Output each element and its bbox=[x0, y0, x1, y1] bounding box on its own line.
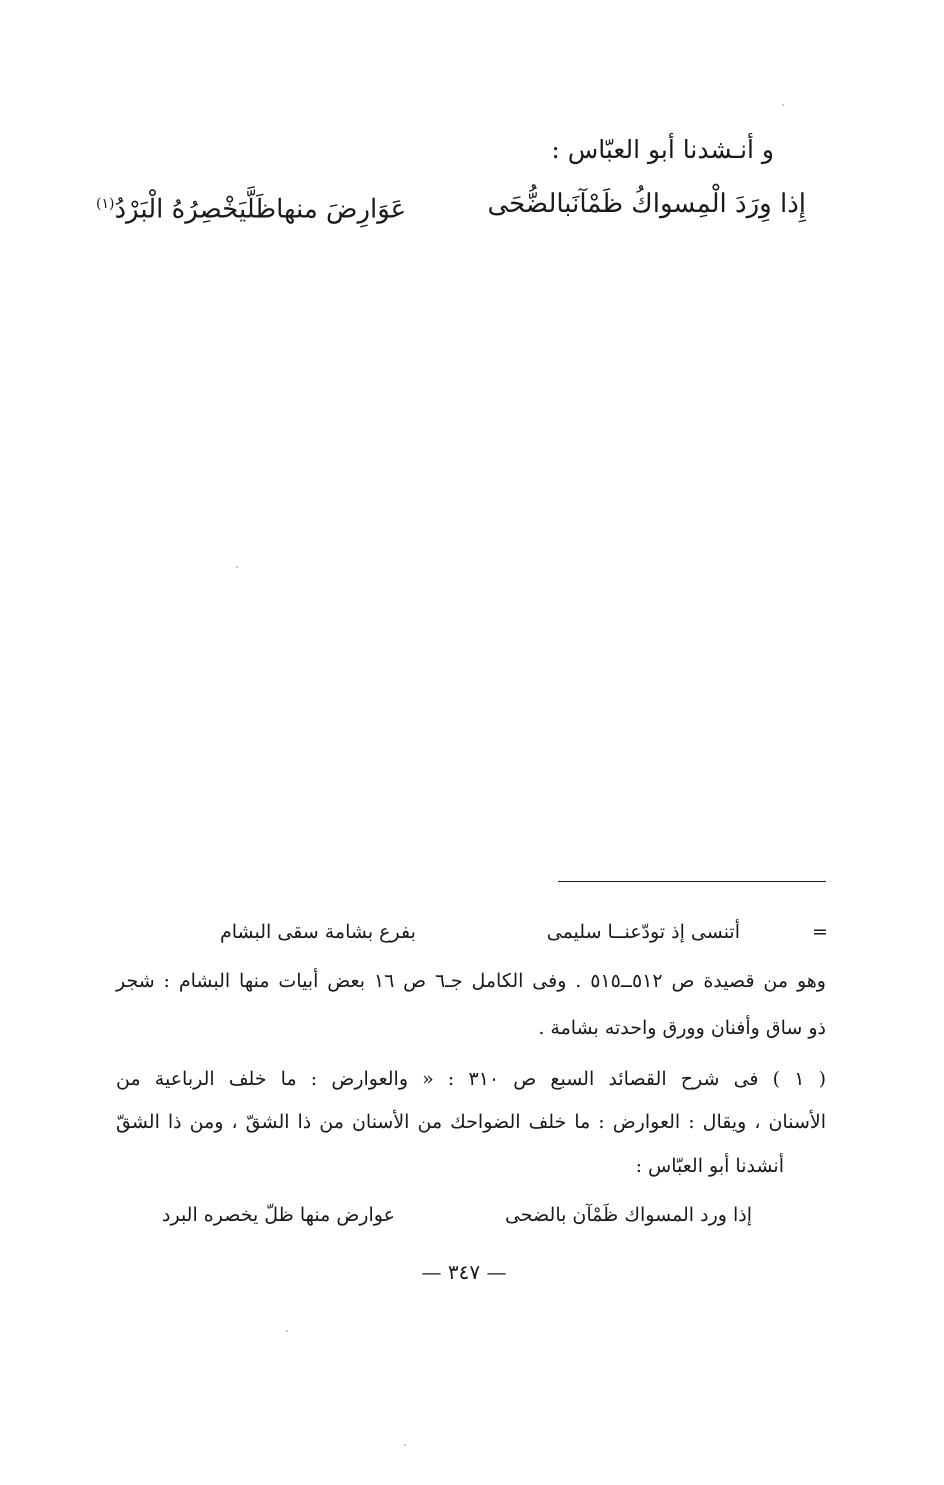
footnote-para-1-line-1: وهو من قصيدة ص ٥١٢ــ٥١٥ . وفى الكامل جـ٦ ص ١٦ بعض أبيات منها البشام : شجر bbox=[116, 970, 826, 992]
footnote-para-2-line-2: الأسنان ، ويقال : العوارض : ما خلف الضواحك من الأسنان من ذا الشقّ ، ومن ذا الشقّ bbox=[116, 1111, 826, 1133]
scan-speck bbox=[782, 104, 784, 106]
footnote-separator bbox=[558, 881, 826, 882]
main-verse bbox=[96, 186, 806, 226]
continuation-mark: = bbox=[812, 921, 828, 943]
intro-line: و أنـشدنا أبو العبّاس : bbox=[551, 135, 774, 164]
scan-speck bbox=[236, 566, 238, 568]
page-number: — ٣٤٧ — bbox=[421, 1260, 507, 1284]
footnote-para-1-line-2: ذو ساق وأفنان وورق واحدته بشامة . bbox=[538, 1017, 826, 1039]
footnote-verse-2-first-hemistich: إذا ورد المسواك ظَمْآن بالضحى bbox=[504, 1204, 752, 1226]
footnote-para-2-line-3: أنشدنا أبو العبّاس : bbox=[635, 1155, 784, 1177]
main-verse-second-hemistich bbox=[96, 186, 406, 228]
footnote-verse-1-first-hemistich: أتنسى إذ تودّعنــا سليمى bbox=[546, 921, 740, 943]
footnote-verse-1-second-hemistich: بفرع بشامة سقى البشام bbox=[220, 921, 416, 943]
footnote-marker: (١) bbox=[96, 196, 115, 212]
scan-speck bbox=[404, 1444, 406, 1446]
scan-speck bbox=[286, 1330, 288, 1332]
footnote-verse-2 bbox=[162, 1201, 752, 1231]
main-verse-second-hemistich-text: عَوَارِضَ منهاظَلَّيَخْصِرُهُ الْبَرْدُ bbox=[114, 194, 407, 225]
footnote-verse-1 bbox=[220, 918, 740, 948]
footnote-verse-2-second-hemistich: عوارض منها ظلّ يخصره البرد bbox=[162, 1204, 395, 1226]
main-verse-first-hemistich: إِذا وِرَدَ الْمِسواكُ ظَمْآنَبالضُّحَى bbox=[487, 189, 806, 219]
footnote-para-2-line-1: ( ١ ) فى شرح القصائد السبع ص ٣١٠ : « والعوارض : ما خلف الرباعية من bbox=[116, 1068, 827, 1090]
